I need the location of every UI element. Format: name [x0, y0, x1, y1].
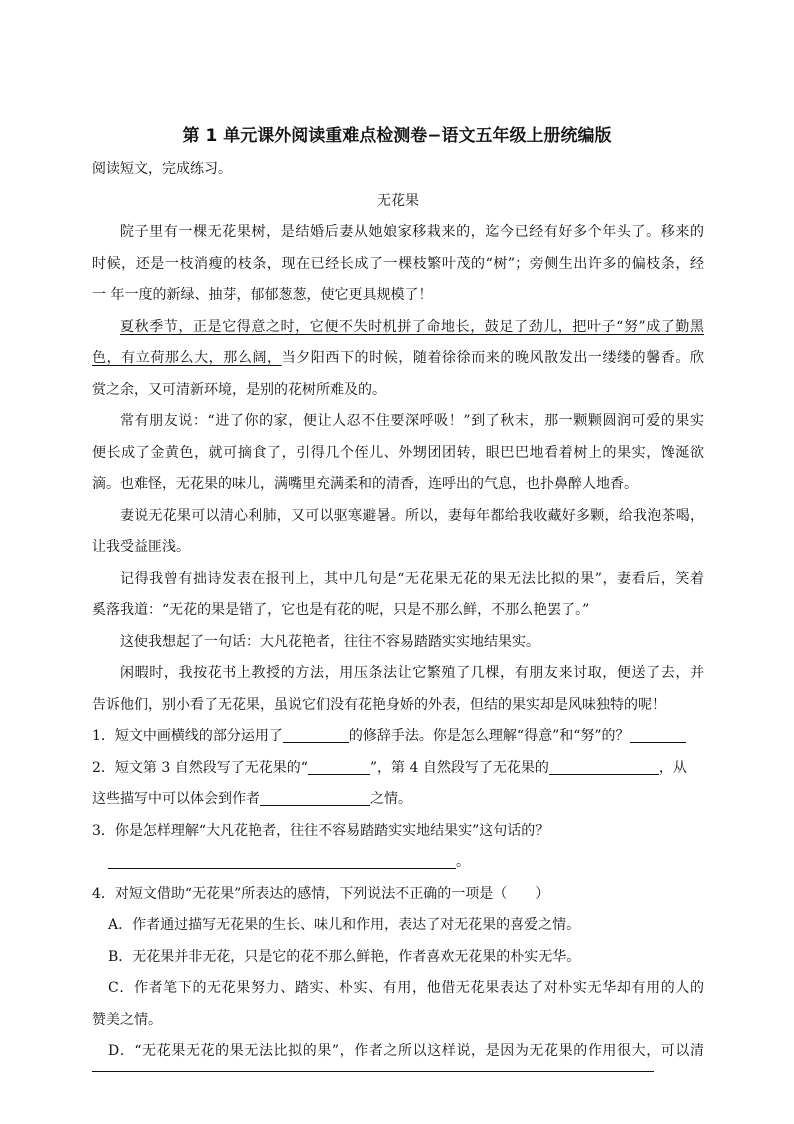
- question-1-part-a: 1．短文中画横线的部分运用了: [92, 728, 283, 744]
- option-b[interactable]: B．无花果并非无花，只是它的花不那么鲜艳，作者喜欢无花果的朴实无华。: [108, 949, 581, 965]
- underlined-phrase: 色，有立荷那么大，那么阔，: [92, 350, 282, 366]
- question-2-part-a: 2．短文第 3 自然段写了无花果的“: [92, 760, 308, 776]
- question-2-blank-3[interactable]: [260, 791, 370, 806]
- question-1-part-b: 的修辞手法。你是怎么理解“得意”和“努”的？: [348, 728, 630, 744]
- question-2-line-2: [92, 789, 704, 809]
- question-2-part-d: 这些描写中可以体会到作者: [92, 791, 260, 807]
- option-d[interactable]: D．“无花果无花的果无法比拟的果”，作者之所以这样说，是因为无花果的作用很大，可以清: [108, 1043, 704, 1059]
- paragraph-1-line-3: 一 年一度的新绿、抽芽，郁郁葱葱，使它更具规模了！: [92, 287, 433, 303]
- question-2-blank-1[interactable]: [308, 760, 370, 775]
- paragraph-1-line-2: 时候，还是一枝消瘦的枝条，现在已经长成了一棵枝繁叶茂的“树”；旁侧生出许多的偏枝条，经: [92, 256, 704, 272]
- question-3: 3．你是怎样理解“大凡花艳者，往往不容易踏踏实实地结果实”这句话的？: [92, 823, 550, 839]
- paragraph-4-line-1: 妻说无花果可以清心利肺，又可以驱寒避暑。所以，妻每年都给我收藏好多颗，给我泡茶喝，: [120, 508, 704, 524]
- question-3-blank[interactable]: [108, 854, 456, 869]
- question-1-blank-2[interactable]: [630, 728, 686, 743]
- question-2-part-c: ，从: [658, 760, 687, 776]
- question-2-line-1: [92, 758, 704, 778]
- paragraph-3-line-3: 滴。也难怪，无花果的味儿，满嘴里充满柔和的清香，连呼出的气息，也扑鼻醉人地香。: [92, 476, 638, 492]
- paragraph-7-line-2: 告诉他们，别小看了无花果，虽说它们没有花艳身娇的外表，但结的果实却是风味独特的呢！: [92, 697, 666, 713]
- paragraph-4-line-2: 让我受益匪浅。: [92, 539, 190, 555]
- option-a[interactable]: A．作者通过描写无花果的生长、味儿和作用，表达了对无花果的喜爱之情。: [108, 917, 581, 933]
- question-1-blank-1[interactable]: [283, 728, 349, 743]
- question-2-part-b: ”，第 4 自然段写了无花果的: [369, 760, 549, 776]
- paragraph-1-line-1: 院子里有一棵无花果树，是结婚后妻从她娘家移栽来的，迄今已经有好多个年头了。移来的: [120, 224, 704, 240]
- paragraph-2-line-1: 夏秋季节，正是它得意之时，它便不失时机拼了命地长，鼓足了劲儿，把叶子“努”成了勤黑: [120, 319, 704, 335]
- paragraph-5-line-2: 奚落我道：“无花的果是错了，它也是有花的呢，只是不那么鲜，不那么艳罢了。”: [92, 602, 590, 618]
- passage-title: 无花果: [377, 193, 419, 209]
- question-3-end: 。: [456, 854, 470, 870]
- bottom-divider: [92, 1071, 654, 1072]
- question-1: [92, 726, 704, 746]
- paragraph-3-line-2: 便长成了金黄色，就可摘食了，引得几个侄儿、外甥团团转，眼巴巴地看着树上的果实，馋涎欲: [92, 445, 704, 461]
- paragraph-2-line-2-rest: 当夕阳西下的时候，随着徐徐而来的晚风散发出一缕缕的馨香。欣: [281, 350, 704, 366]
- question-3-answer-line: [108, 852, 704, 872]
- paragraph-3-line-1: 常有朋友说：“进了你的家，便让人忍不住要深呼吸！”到了秋末，那一颗颗圆润可爱的果实: [120, 413, 704, 429]
- question-2-part-e: 之情。: [370, 791, 412, 807]
- option-c-line-2: 赞美之情。: [92, 1012, 162, 1028]
- document-title: 第 1 单元课外阅读重难点检测卷−语文五年级上册统编版: [182, 126, 612, 146]
- paragraph-6: 这使我想起了一句话：大凡花艳者，往往不容易踏踏实实地结果实。: [120, 634, 540, 650]
- question-4-stem: 4．对短文借助“无花果”所表达的感情，下列说法不正确的一项是（ ）: [92, 886, 550, 902]
- paragraph-5-line-1: 记得我曾有拙诗发表在报刊上，其中几句是“无花果无花的果无法比拟的果”，妻看后，笑着: [120, 571, 704, 587]
- paragraph-7-line-1: 闲暇时，我按花书上教授的方法，用压条法让它繁殖了几棵，有朋友来讨取，便送了去，并: [120, 665, 704, 681]
- paragraph-2-line-2: [92, 348, 704, 368]
- option-c-line-1[interactable]: C．作者笔下的无花果努力、踏实、朴实、有用，他借无花果表达了对朴实无华却有用的人的: [108, 980, 704, 996]
- question-2-blank-2[interactable]: [549, 760, 659, 775]
- instruction: 阅读短文，完成练习。: [92, 161, 232, 177]
- paragraph-2-line-3: 赏之余，又可清新环境，是别的花树所难及的。: [92, 382, 386, 398]
